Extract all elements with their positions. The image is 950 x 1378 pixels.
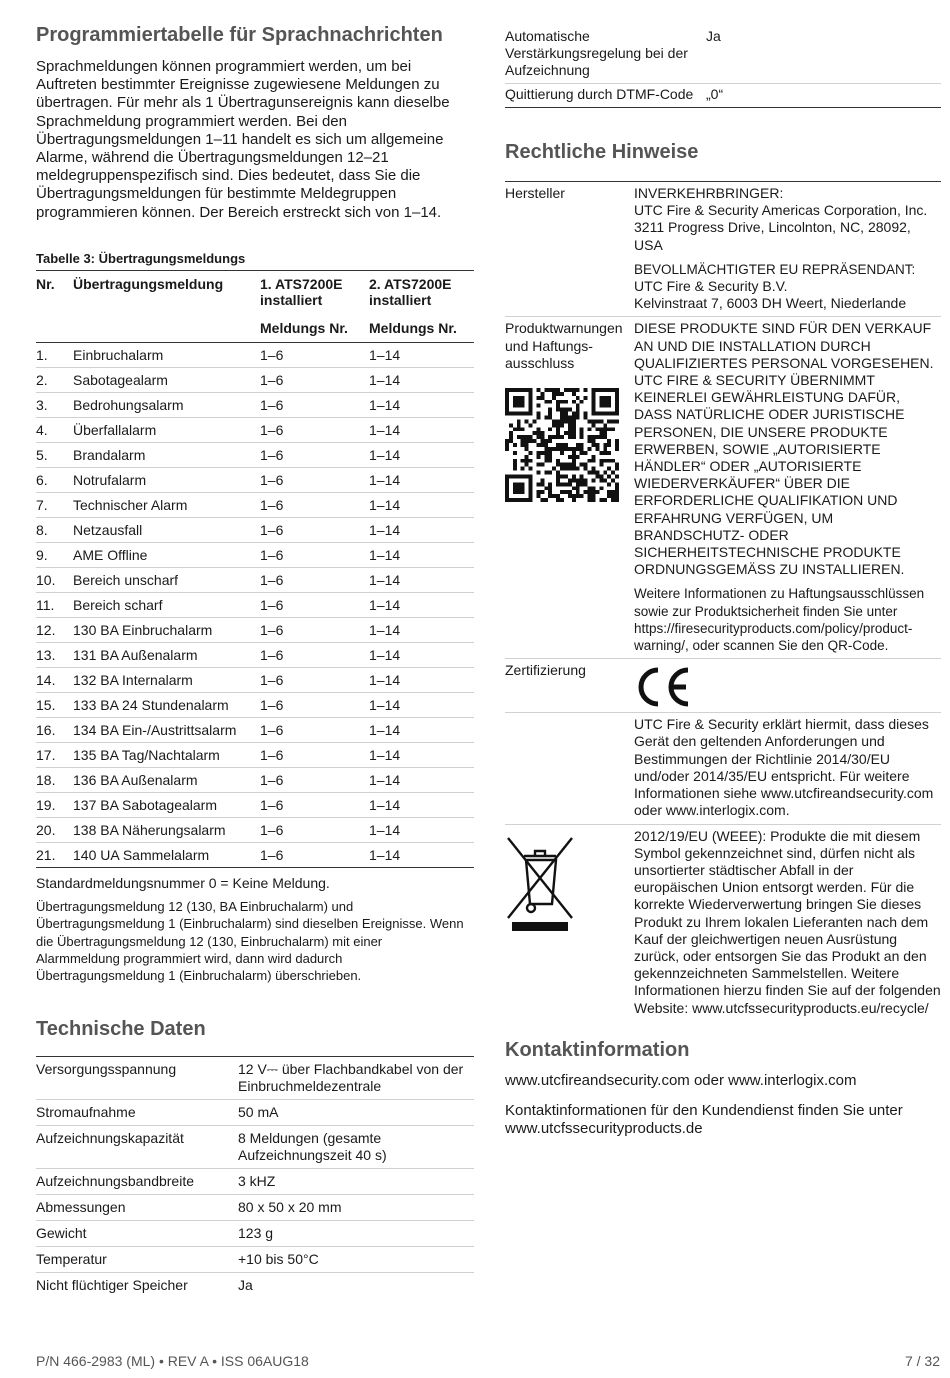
row-ats2: 1–14 (369, 618, 474, 643)
row-ats1: 1–6 (260, 593, 369, 618)
spec-label: Quittierung durch DTMF-Code (505, 84, 706, 108)
row-ats1: 1–6 (260, 668, 369, 693)
row-ats1: 1–6 (260, 368, 369, 393)
row-number: 3. (36, 393, 73, 418)
table-row (36, 743, 474, 768)
row-number: 21. (36, 843, 73, 868)
tech-row (36, 1057, 474, 1100)
spec-label: Stromaufnahme (36, 1100, 238, 1126)
footer-page-number: 7 / 32 (904, 1353, 940, 1369)
row-ats1: 1–6 (260, 693, 369, 718)
table-row (36, 443, 474, 468)
legal-row-certification (505, 659, 941, 713)
legal-row-warnings (505, 317, 941, 659)
row-message: Bereich unscharf (73, 568, 260, 593)
row-ats1: 1–6 (260, 343, 369, 368)
table-row (36, 818, 474, 843)
spec-label: Aufzeichnungskapazität (36, 1126, 238, 1169)
spec-value: Ja (706, 26, 941, 84)
row-message: AME Offline (73, 543, 260, 568)
section-title-tech: Technische Daten (36, 1018, 206, 1040)
row-message: 140 UA Sammelalarm (73, 843, 260, 868)
section-title-programming: Programmiertabelle für Sprachnachrichten (36, 24, 443, 46)
tech-row (505, 84, 941, 108)
row-ats1: 1–6 (260, 743, 369, 768)
tech-row (505, 26, 941, 84)
table-row (36, 718, 474, 743)
table-row (36, 693, 474, 718)
row-message: Notrufalarm (73, 468, 260, 493)
crossed-out-wheelie-bin-icon (505, 834, 575, 934)
footer-part-number: P/N 466-2983 (ML) • REV A • ISS 06AUG18 (36, 1353, 309, 1369)
ce-declaration: UTC Fire & Security erklärt hiermit, dass dieses Gerät den geltenden Anforderungen und Bestimmungen der Richtlinie 2014/30/EU und/oder 2014/35/EU entspricht. Für weitere Informationen siehe www.utcfireandsecurity.com oder www.interlogix.com. (634, 713, 941, 824)
row-ats1: 1–6 (260, 843, 369, 868)
spec-label: Aufzeichnungsbandbreite (36, 1169, 238, 1195)
table-row (36, 593, 474, 618)
table-row (36, 643, 474, 668)
tech-row (36, 1221, 474, 1247)
row-message: Technischer Alarm (73, 493, 260, 518)
row-number: 2. (36, 368, 73, 393)
row-number: 4. (36, 418, 73, 443)
manufacturer-info: INVERKEHRBRINGER: UTC Fire & Security Americas Corporation, Inc. 3211 Progress Drive, Lincolnton, NC, 28092, USA BEVOLLMÄCHTIGTER EU REPRÄSENDANT: UTC Fire & Security B.V. Kelvinstraat 7, 6003 DH Weert, Niederlande (634, 182, 941, 317)
row-message: Überfallalarm (73, 418, 260, 443)
spec-value: 12 V⎓ über Flachbandkabel von der Einbruchmeldezentrale (238, 1057, 474, 1100)
row-message: 131 BA Außenalarm (73, 643, 260, 668)
col-header-ats1: 1. ATS7200E installiert (260, 271, 369, 315)
row-number: 10. (36, 568, 73, 593)
row-ats1: 1–6 (260, 568, 369, 593)
table-row (36, 418, 474, 443)
row-number: 9. (36, 543, 73, 568)
row-number: 1. (36, 343, 73, 368)
row-number: 8. (36, 518, 73, 543)
row-message: Einbruchalarm (73, 343, 260, 368)
tech-row (36, 1273, 474, 1299)
row-number: 13. (36, 643, 73, 668)
tech-table (36, 1056, 474, 1298)
row-number: 19. (36, 793, 73, 818)
col-subheader-ats2: Meldungs Nr. (369, 314, 474, 343)
row-number: 6. (36, 468, 73, 493)
row-ats2: 1–14 (369, 693, 474, 718)
row-ats1: 1–6 (260, 468, 369, 493)
row-ats1: 1–6 (260, 418, 369, 443)
col-header-ats2: 2. ATS7200E installiert (369, 271, 474, 315)
tech-table-continued (505, 26, 941, 108)
row-ats2: 1–14 (369, 718, 474, 743)
row-message: Netzausfall (73, 518, 260, 543)
section-title-legal: Rechtliche Hinweise (505, 141, 699, 163)
row-ats1: 1–6 (260, 768, 369, 793)
legal-row-weee (505, 824, 941, 1021)
table-row (36, 768, 474, 793)
table-row (36, 668, 474, 693)
table-row (36, 368, 474, 393)
legal-table (505, 181, 941, 1021)
row-ats1: 1–6 (260, 518, 369, 543)
row-ats2: 1–14 (369, 418, 474, 443)
col-header-nr: Nr. (36, 271, 73, 315)
row-ats1: 1–6 (260, 443, 369, 468)
row-number: 11. (36, 593, 73, 618)
tech-row (36, 1169, 474, 1195)
note-override: Übertragungsmeldung 12 (130, BA Einbruchalarm) und Übertragungsmeldung 1 (Einbruchalarm) sind dieselben Ereignisse. Wenn die Übertragungsmeldung 12 (130, Einbruchalarm) mit einer Alarmmeldung programmiert wird, dann wird dadurch Übertragungsmeldung 1 (Einbruchalarm) überschrieben. (36, 899, 464, 984)
row-message: 137 BA Sabotagealarm (73, 793, 260, 818)
row-number: 14. (36, 668, 73, 693)
row-ats2: 1–14 (369, 493, 474, 518)
spec-label: Temperatur (36, 1247, 238, 1273)
spec-value: „0“ (706, 84, 941, 108)
spec-value: 123 g (238, 1221, 474, 1247)
row-ats1: 1–6 (260, 618, 369, 643)
row-ats2: 1–14 (369, 743, 474, 768)
tech-row (36, 1195, 474, 1221)
spec-label: Versorgungsspannung (36, 1057, 238, 1100)
row-ats1: 1–6 (260, 493, 369, 518)
section-title-contact: Kontaktinformation (505, 1039, 690, 1061)
row-ats2: 1–14 (369, 518, 474, 543)
row-ats2: 1–14 (369, 368, 474, 393)
row-number: 5. (36, 443, 73, 468)
contact-support: Kontaktinformationen für den Kundendienst finden Sie unter www.utcfssecurityproducts.de (505, 1102, 903, 1137)
row-ats1: 1–6 (260, 818, 369, 843)
table-row (36, 343, 474, 368)
table-row (36, 393, 474, 418)
table-row (36, 618, 474, 643)
spec-value: 8 Meldungen (gesamte Aufzeichnungszeit 40 s) (238, 1126, 474, 1169)
col-header-message: Übertragungsmeldung (73, 271, 260, 315)
row-ats2: 1–14 (369, 668, 474, 693)
qr-code-icon (505, 388, 619, 502)
row-ats2: 1–14 (369, 818, 474, 843)
label-certification: Zertifizierung (505, 659, 634, 713)
row-ats2: 1–14 (369, 443, 474, 468)
row-ats1: 1–6 (260, 543, 369, 568)
row-message: 132 BA Internalarm (73, 668, 260, 693)
tech-row (36, 1247, 474, 1273)
row-ats2: 1–14 (369, 468, 474, 493)
label-warnings: Produktwarnungen und Haftungs-ausschluss (505, 317, 634, 659)
row-number: 15. (36, 693, 73, 718)
row-number: 16. (36, 718, 73, 743)
row-message: 136 BA Außenalarm (73, 768, 260, 793)
table-row (36, 518, 474, 543)
row-message: Bereich scharf (73, 593, 260, 618)
row-ats2: 1–14 (369, 793, 474, 818)
spec-value: 50 mA (238, 1100, 474, 1126)
spec-value: Ja (238, 1277, 253, 1293)
table-row (36, 493, 474, 518)
tech-row (36, 1126, 474, 1169)
row-message: 133 BA 24 Stundenalarm (73, 693, 260, 718)
spec-label: Gewicht (36, 1221, 238, 1247)
spec-value: 80 x 50 x 20 mm (238, 1195, 474, 1221)
row-ats1: 1–6 (260, 393, 369, 418)
row-ats2: 1–14 (369, 843, 474, 868)
row-ats2: 1–14 (369, 568, 474, 593)
spec-label: Automatische Verstärkungsregelung bei der Aufzeichnung (505, 26, 706, 84)
table-caption: Tabelle 3: Übertragungsmeldungs (36, 251, 246, 266)
row-message: Brandalarm (73, 443, 260, 468)
row-ats2: 1–14 (369, 543, 474, 568)
row-number: 18. (36, 768, 73, 793)
row-ats1: 1–6 (260, 793, 369, 818)
row-ats2: 1–14 (369, 393, 474, 418)
table-row (36, 793, 474, 818)
table-row (36, 843, 474, 868)
row-number: 17. (36, 743, 73, 768)
row-ats2: 1–14 (369, 593, 474, 618)
note-default-message: Standardmeldungsnummer 0 = Keine Meldung. (36, 875, 330, 891)
message-table (36, 270, 474, 868)
row-ats2: 1–14 (369, 768, 474, 793)
row-message: 138 BA Näherungsalarm (73, 818, 260, 843)
row-ats2: 1–14 (369, 343, 474, 368)
col-subheader-ats1: Meldungs Nr. (260, 314, 369, 343)
table-row (36, 468, 474, 493)
row-ats1: 1–6 (260, 718, 369, 743)
row-message: Bedrohungsalarm (73, 393, 260, 418)
tech-row (36, 1100, 474, 1126)
spec-label: Nicht flüchtiger Speicher (36, 1277, 188, 1293)
row-message: 130 BA Einbruchalarm (73, 618, 260, 643)
row-number: 7. (36, 493, 73, 518)
weee-text: 2012/19/EU (WEEE): Produkte die mit diesem Symbol gekennzeichnet sind, dürfen nicht als unsortierter städtischer Abfall in der europäischen Union entsorgt werden. Für die korrekte Wiederverwertung bringen Sie dieses Produkt zu Ihrem lokalen Lieferanten nach dem Kauf der gleichwertigen neuen Ausrüstung zurück, oder entsorgen Sie das Produkt an den gekennzeichneten Sammelstellen. Weitere Informationen hierzu finden Sie auf der folgenden Website: www.utcfssecurityproducts.eu/recycle/ (634, 827, 941, 1016)
ce-mark-icon (634, 666, 692, 708)
warnings-info: DIESE PRODUKTE SIND FÜR DEN VERKAUF AN UND DIE INSTALLATION DURCH QUALIFIZIERTES PERSONAL VORGESEHEN. UTC FIRE & SECURITY ÜBERNIMMT KEINERLEI GEWÄHRLEISTUNG DAFÜR, DASS NATÜRLICHE ODER JURISTISCHE PERSONEN, DIE UNSERE PRODUKTE ERWERBEN, SOWIE „AUTORISIERTE HÄNDLER“ ODER „AUTORISIERTE WIEDERVERKÄUFER“ ÜBER DIE ERFORDERLICHE QUALIFIKATION UND ERFAHRUNG VERFÜGEN, UM BRANDSCHUTZ- ODER SICHERHEITSTECHNISCHE PRODUKTE ORDNUNGSGEMÄSS ZU INSTALLIEREN. Weitere Informationen zu Haftungsausschlüssen sowie zur Produktsicherheit finden Sie unter https://firesecurityproducts.com/policy/product-warning/, oder scannen Sie den QR-Code. (634, 317, 941, 659)
row-number: 12. (36, 618, 73, 643)
spec-label: Abmessungen (36, 1195, 238, 1221)
row-message: Sabotagealarm (73, 368, 260, 393)
row-number: 20. (36, 818, 73, 843)
label-manufacturer: Hersteller (505, 182, 634, 317)
legal-row-ce-text (505, 713, 941, 824)
legal-row-manufacturer (505, 182, 941, 317)
spec-value: +10 bis 50°C (238, 1247, 474, 1273)
intro-paragraph: Sprachmeldungen können programmiert werden, um bei Auftreten bestimmter Ereignisse zugewiesene Meldungen zu übertragen. Für mehr als 1 Übertragunsereignis kann dieselbe Sprachmeldung programmiert werden. Bei den Übertragungsmeldungen 1–11 handelt es sich um allgemeine Alarme, während die Übertragungsmeldungen 12–21 meldegruppenspezifisch sind. Dies bedeutet, dass Sie die Übertragungsmeldungen für bestimmte Meldegruppen programmieren können. Der Bereich erstreckt sich von 1–14. (36, 58, 450, 221)
row-message: 135 BA Tag/Nachtalarm (73, 743, 260, 768)
table-row (36, 543, 474, 568)
spec-value: 3 kHZ (238, 1169, 474, 1195)
row-ats2: 1–14 (369, 643, 474, 668)
contact-websites: www.utcfireandsecurity.com oder www.interlogix.com (505, 1072, 857, 1089)
row-message: 134 BA Ein-/Austrittsalarm (73, 718, 260, 743)
row-ats1: 1–6 (260, 643, 369, 668)
table-row (36, 568, 474, 593)
